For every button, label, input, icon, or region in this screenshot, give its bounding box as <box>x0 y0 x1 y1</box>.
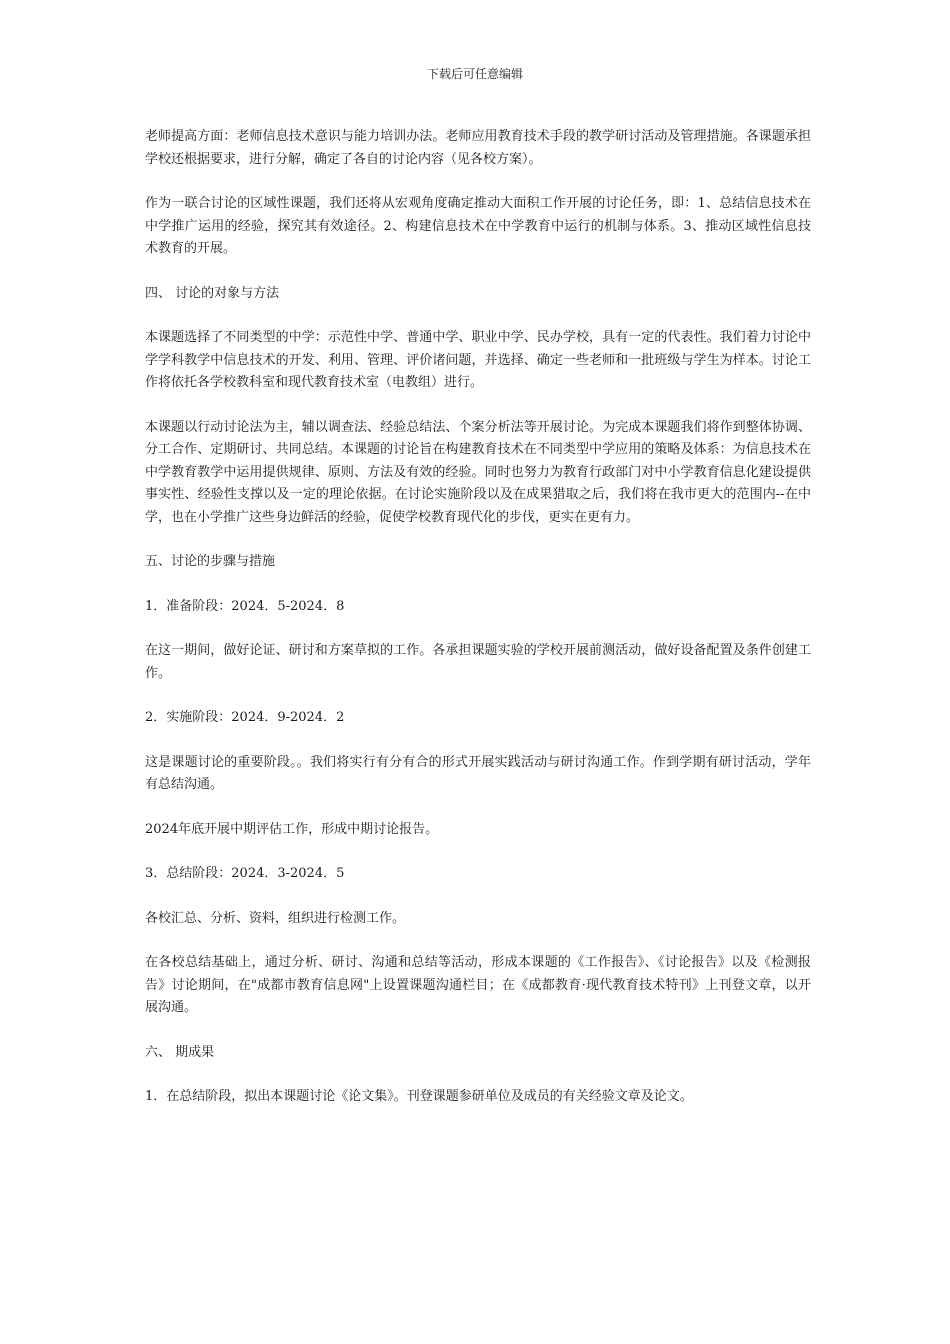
paragraph-school-types: 本课题选择了不同类型的中学：示范性中学、普通中学、职业中学、民办学校，具有一定的代表性。我们着力讨论中学学科教学中信息技术的开发、利用、管理、评价诸问题，并选择、确定一些老师和一批班级与学生为样本。讨论工作将依托各学校教科室和现代教育技术室（电教组）进行。 <box>145 330 811 390</box>
stage-preparation-text: 在这一期间，做好论证、研讨和方案草拟的工作。各承担课题实验的学校开展前测活动，做好设备配置及条件创建工作。 <box>145 643 811 681</box>
stage-implementation-text: 这是课题讨论的重要阶段。。我们将实行有分有合的形式开展实践活动与研讨沟通工作。作到学期有研讨活动，学年有总结沟通。 <box>145 754 811 792</box>
section-heading-objects-methods: 四、 讨论的对象与方法 <box>145 285 280 301</box>
paragraph-paper-collection: 1．在总结阶段，拟出本课题讨论《论文集》。刊登课题参研单位及成员的有关经验文章及论文。 <box>145 1089 693 1104</box>
stage-implementation-title: 2．实施阶段：2024．9-2024．2 <box>145 710 345 725</box>
paragraph-research-methods: 本课题以行动讨论法为主，辅以调查法、经验总结法、个案分析法等开展讨论。为完成本课题我们将作到整体协调、分工合作、定期研讨、共同总结。本课题的讨论旨在构建教育技术在不同类型中学应用的策略及体系：为信息技术在中学教育教学中运用提供规律、原则、方法及有效的经验。同时也努力为教育行政部门对中小学教育信息化建设提供事实性、经验性支撑以及一定的理论依据。在讨论实施阶段以及在成果猎取之后，我们将在我市更大的范围内--在中学，也在小学推广这些身边鲜活的经验，促使学校教育现代化的步伐，更实在更有力。 <box>145 419 811 525</box>
midterm-evaluation-text: 2024年底开展中期评估工作，形成中期讨论报告。 <box>145 821 439 837</box>
stage-preparation-title: 1．准备阶段：2024．5-2024．8 <box>145 598 345 614</box>
document-body <box>145 126 811 1131</box>
paragraph-reports-publication: 在各校总结基础上，通过分析、研讨、沟通和总结等活动，形成本课题的《工作报告》、《讨论报告》以及《检测报告》讨论期间，在"成都市教育信息网"上设置课题沟通栏目；在《成都教育·现代教育技术特刊》上刊登文章，以开展沟通。 <box>145 955 811 1015</box>
stage-summary-text: 各校汇总、分析、资料，组织进行检测工作。 <box>145 910 406 926</box>
paragraph-teacher-improvement: 老师提高方面：老师信息技术意识与能力培训办法。老师应用教育技术手段的教学研讨活动及管理措施。各课题承担学校还根据要求，进行分解，确定了各自的讨论内容（见各校方案）。 <box>145 129 811 167</box>
stage-summary-title: 3．总结阶段：2024．3-2024．5 <box>145 866 345 881</box>
section-heading-steps-measures: 五、讨论的步骤与措施 <box>145 554 276 569</box>
paragraph-regional-tasks: 作为一联合讨论的区域性课题，我们还将从宏观角度确定推动大面积工作开展的讨论任务，即：1、总结信息技术在中学推广运用的经验，探究其有效途径。2、构建信息技术在中学教育中运行的机制与体系。3、推动区域性信息技术教育的开展。 <box>145 196 811 256</box>
section-heading-expected-results: 六、 期成果 <box>145 1044 215 1060</box>
page-header: 下载后可任意编辑 <box>426 67 523 81</box>
